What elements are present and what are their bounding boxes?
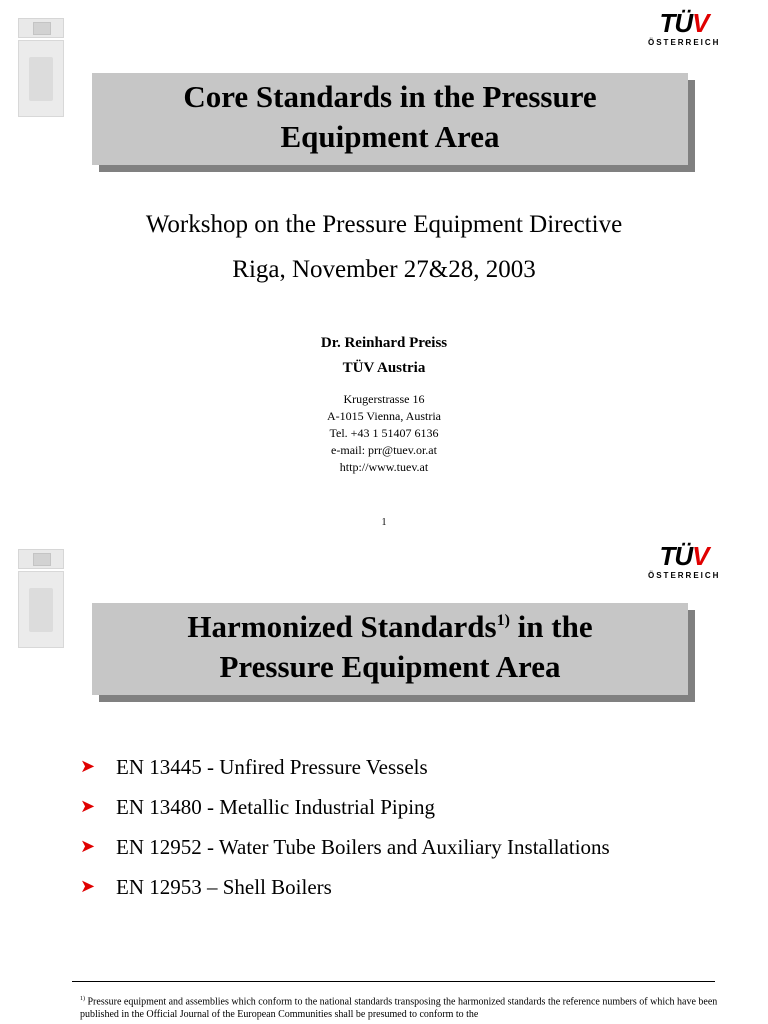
logo-v: V [692,541,709,571]
list-item-text: EN 13480 - Metallic Industrial Piping [116,795,436,819]
address-street: Krugerstrasse 16 [343,392,425,406]
logo-subtext: ÖSTERREICH [648,571,721,580]
title-line-2: Pressure Equipment Area [219,649,561,684]
footnote-mark: 1) [80,996,85,1002]
footnote-divider [72,981,715,982]
list-item-text: EN 12952 - Water Tube Boilers and Auxiliary Installations [116,835,610,859]
title-line-1 [92,607,688,647]
address-city: A-1015 Vienna, Austria [326,409,442,423]
address-phone: Tel. +43 1 51407 6136 [329,426,439,440]
list-item [80,747,610,787]
title-line-2: Equipment Area [280,119,500,154]
address-block [0,391,768,476]
tuv-logo [648,10,720,47]
arrow-bullet-icon: ➤ [80,876,96,897]
address-email: e-mail: prr@tuev.or.at [331,443,437,457]
tuv-logo [648,543,720,580]
list-item [80,827,610,867]
list-item-text: EN 13445 - Unfired Pressure Vessels [116,755,428,779]
page-number: 1 [381,517,387,528]
logo-subtext: ÖSTERREICH [648,38,721,47]
subtitle-line-2: Riga, November 27&28, 2003 [232,256,536,283]
title-footnote-ref: 1) [496,612,510,629]
author-name: Dr. Reinhard Preiss [320,335,448,351]
address-website: http://www.tuev.at [339,460,429,474]
logo-v: V [692,8,709,38]
list-item-text: EN 12953 – Shell Boilers [116,875,332,899]
slide-2 [0,535,768,1024]
title-box [92,603,688,695]
logo-mark: TÜ [659,541,693,571]
footnote [80,993,720,1021]
arrow-bullet-icon: ➤ [80,796,96,817]
standards-list [80,747,610,907]
title-box [92,73,688,165]
list-item [80,787,610,827]
footnote-text: Pressure equipment and assemblies which conform to the national standards transposing the harmonized standards the reference numbers of which have been published in the Official Journal of the European Communities shall be presumed to conform to the [80,996,718,1021]
title-line-1-a: Harmonized Standards [187,609,497,644]
logo-mark: TÜ [659,8,693,38]
author-org: TÜV Austria [342,360,426,376]
arrow-bullet-icon: ➤ [80,836,96,857]
list-item [80,867,610,907]
title-line-1: Core Standards in the Pressure [183,79,597,114]
arrow-bullet-icon: ➤ [80,756,96,777]
title-line-1-b: in the [509,609,593,644]
subtitle-line-1: Workshop on the Pressure Equipment Directive [145,211,623,238]
